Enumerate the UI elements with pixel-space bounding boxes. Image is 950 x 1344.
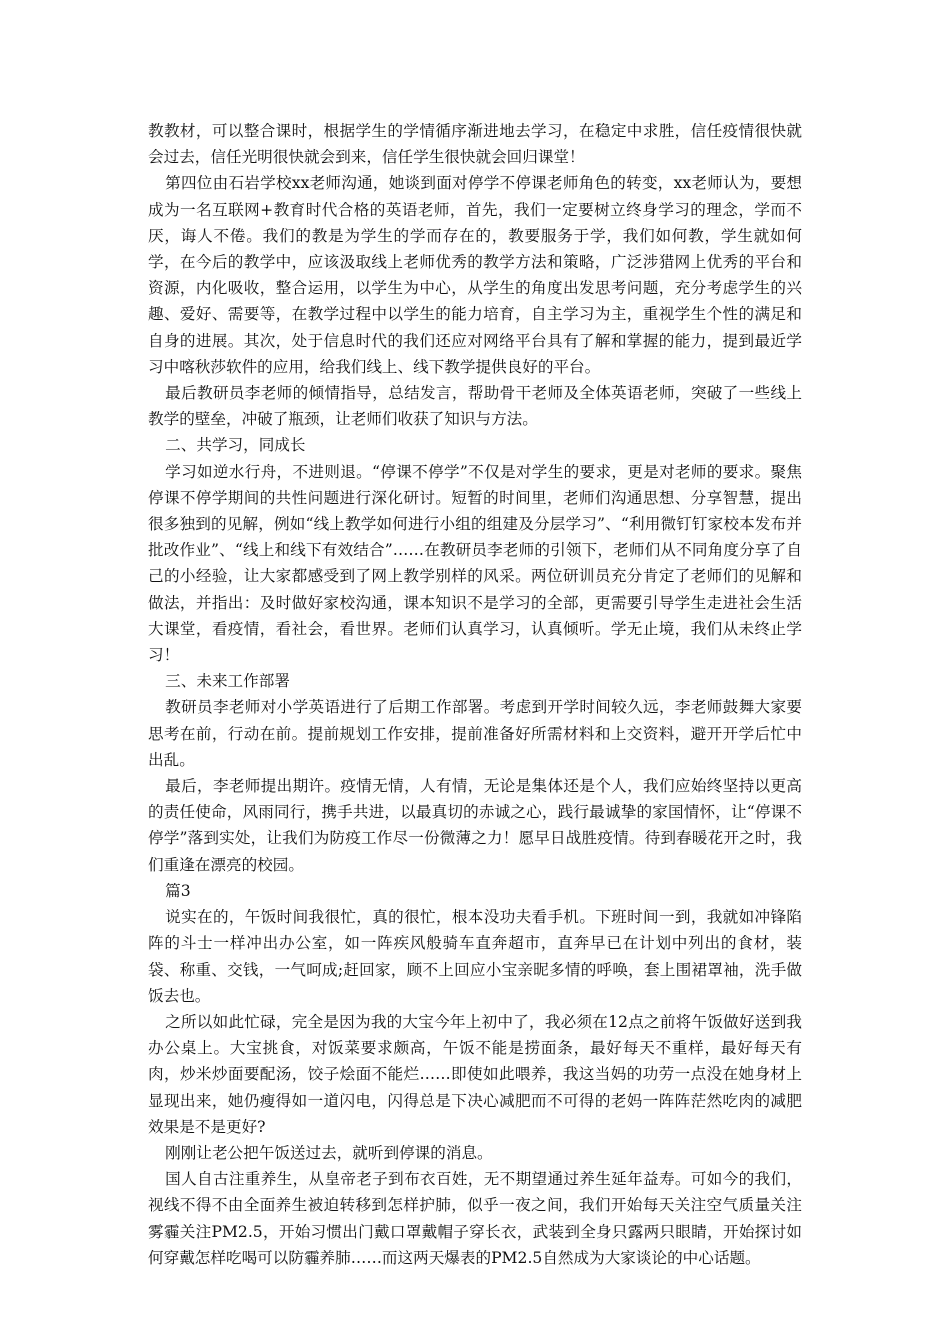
paragraph: 最后教研员李老师的倾情指导，总结发言，帮助骨干老师及全体英语老师，突破了一些线上教学的壁垒，冲破了瓶颈，让老师们收获了知识与方法。 (148, 384, 802, 429)
paragraph: 说实在的，午饭时间我很忙，真的很忙，根本没功夫看手机。下班时间一到，我就如冲锋陷阵的斗士一样冲出办公室，如一阵疾风般骑车直奔超市，直奔早已在计划中列出的食材，装袋、称重、交钱，一气呵成;赶回家，顾不上回应小宝亲昵多情的呼唤，套上围裙罩袖，洗手做饭去也。 (148, 908, 802, 1005)
paragraph: 之所以如此忙碌，完全是因为我的大宝今年上初中了，我必须在12点之前将午饭做好送到我办公桌上。大宝挑食，对饭菜要求颇高，午饭不能是捞面条，最好每天不重样，最好每天有肉，炒米炒面要配汤，饺子烩面不能烂……即使如此喂养，我这当妈的功劳一点没在她身材上显现出来，她仍瘦得如一道闪电，闪得总是下决心减肥而不可得的老妈一阵阵茫然吃肉的减肥效果是不是更好? (148, 1012, 802, 1136)
paragraph: 国人自古注重养生，从皇帝老子到布衣百姓，无不期望通过养生延年益寿。可如今的我们，视线不得不由全面养生被迫转移到怎样护肺，似乎一夜之间，我们开始每天关注空气质量关注雾霾关注PM2.5，开始习惯出门戴口罩戴帽子穿长衣，武装到全身只露两只眼睛，开始探讨如何穿戴怎样吃喝可以防霾养肺……而这两天爆表的PM2.5自然成为大家谈论的中心话题。 (148, 1170, 802, 1267)
paragraph: 教教材，可以整合课时，根据学生的学情循序渐进地去学习，在稳定中求胜，信任疫情很快就会过去，信任光明很快就会到来，信任学生很快就会回归课堂！ (148, 122, 802, 167)
paragraph: 刚刚让老公把午饭送过去，就听到停课的消息。 (165, 1143, 493, 1162)
paragraph: 学习如逆水行舟，不进则退。“停课不停学”不仅是对学生的要求，更是对老师的要求。聚焦停课不停学期间的共性问题进行深化研讨。短暂的时间里，老师们沟通思想、分享智慧，提出很多独到的见解，例如“线上教学如何进行小组的组建及分层学习”、“利用微钉钉家校本发布并批改作业”、“线上和线下有效结合”……在教研员李老师的引领下，老师们从不同角度分享了自己的小经验，让大家都感受到了网上教学别样的风采。两位研训员充分肯定了老师们的见解和做法，并指出：及时做好家校沟通，课本知识不是学习的全部，更需要引导学生走进社会生活大课堂，看疫情，看社会，看世界。老师们认真学习，认真倾听。学无止境，我们从未终止学习！ (148, 462, 802, 665)
paragraph: 最后，李老师提出期许。疫情无情，人有情，无论是集体还是个人，我们应始终坚持以更高的责任使命，风雨同行，携手共进，以最真切的赤诚之心，践行最诚挚的家国情怀，让“停课不停学”落到实处，让我们为防疫工作尽一份微薄之力！愿早日战胜疫情。待到春暖花开之时，我们重逢在漂亮的校园。 (148, 777, 802, 874)
section-heading: 二、共学习，同成长 (165, 436, 306, 455)
paragraph: 教研员李老师对小学英语进行了后期工作部署。考虑到开学时间较久远，李老师鼓舞大家要思考在前，行动在前。提前规划工作安排，提前准备好所需材料和上交资料，避开开学后忙中出乱。 (148, 698, 802, 769)
chapter-heading: 篇3 (165, 881, 191, 900)
paragraph: 第四位由石岩学校xx老师沟通，她谈到面对停学不停课老师角色的转变，xx老师认为，要想成为一名互联网+教育时代合格的英语老师，首先，我们一定要树立终身学习的理念，学而不厌，诲人不倦。我们的教是为学生的学而存在的，教要服务于学，我们如何教，学生就如何学，在今后的教学中，应该汲取线上老师优秀的教学方法和策略，广泛涉猎网上优秀的平台和资源，内化吸收，整合运用，以学生为中心，从学生的角度出发思考问题，充分考虑学生的兴趣、爱好、需要等，在教学过程中以学生的能力培育，自主学习为主，重视学生个性的满足和自身的进展。其次，处于信息时代的我们还应对网络平台具有了解和掌握的能力，提到最近学习中喀秋莎软件的应用，给我们线上、线下教学提供良好的平台。 (148, 174, 802, 376)
section-heading: 三、未来工作部署 (165, 672, 290, 691)
document-body (148, 118, 802, 1271)
